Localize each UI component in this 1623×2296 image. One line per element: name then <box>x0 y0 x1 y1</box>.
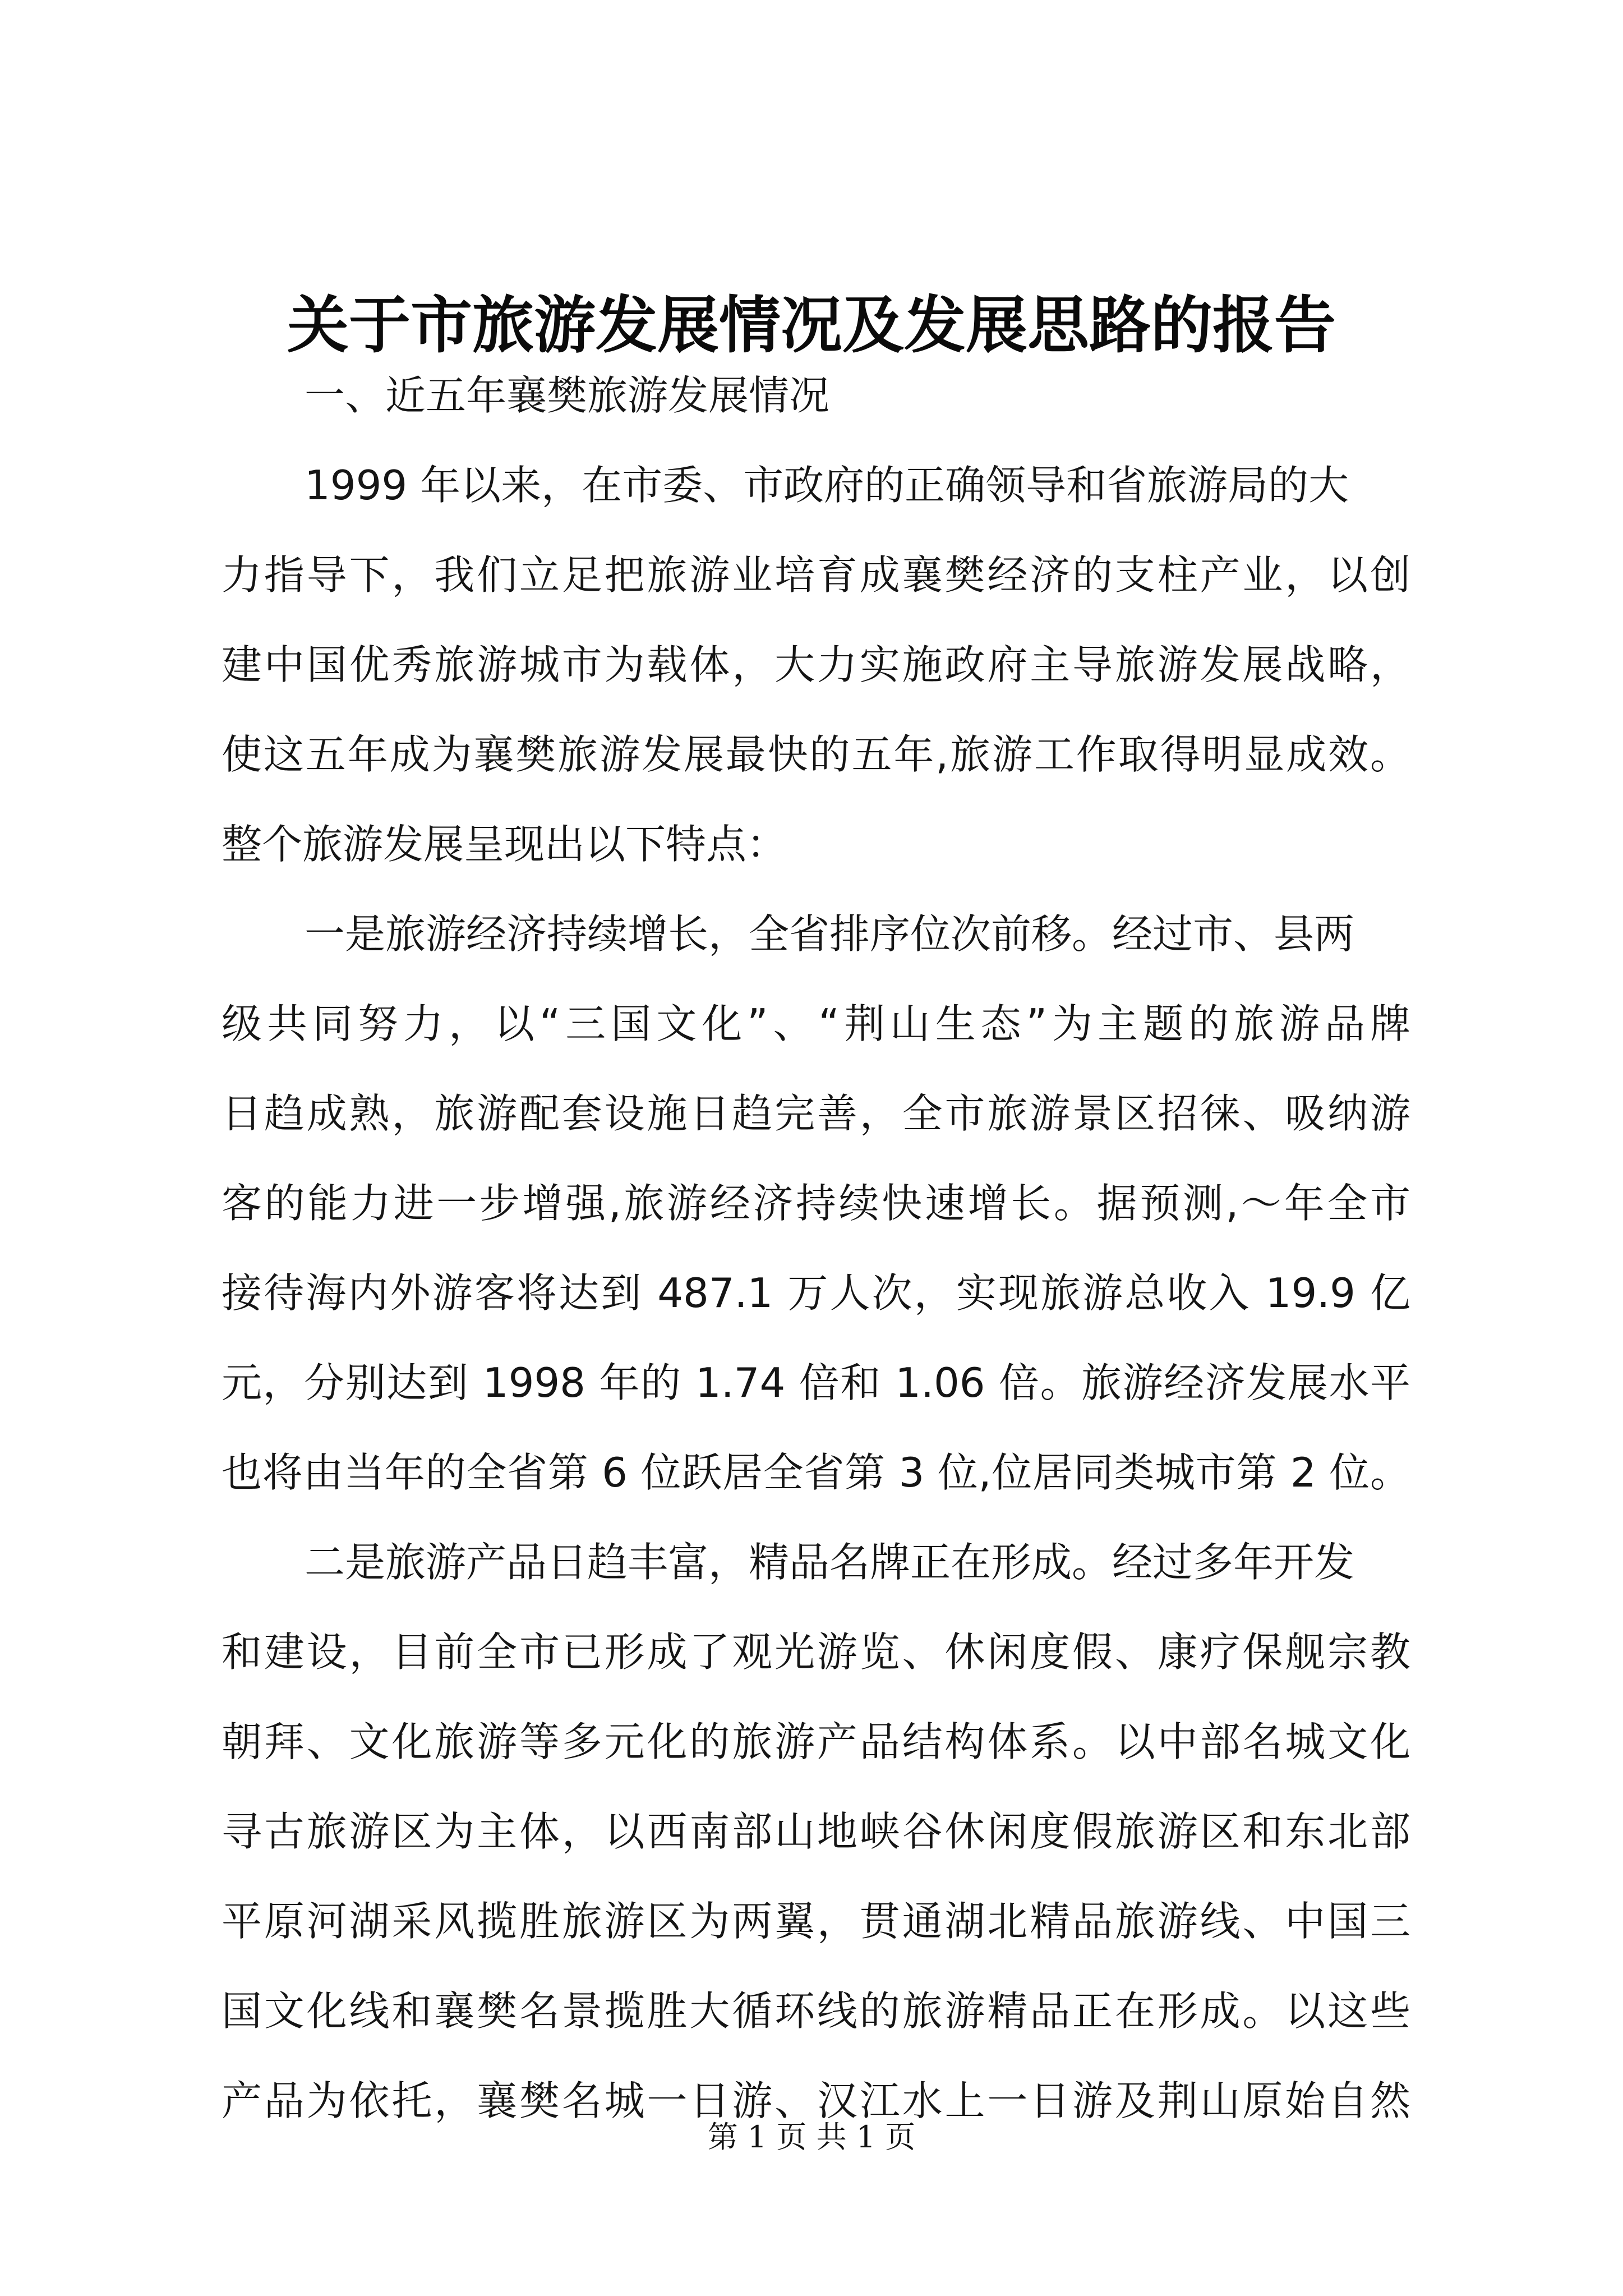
page-footer: 第 1 页 共 1 页 <box>707 2119 916 2155</box>
paragraph-line: 朝拜、文化旅游等多元化的旅游产品结构体系。以中部名城文化 <box>222 1719 1410 1764</box>
paragraph-line: 级共同努力，以“三国文化”、“荆山生态”为主题的旅游品牌 <box>222 1001 1410 1046</box>
paragraph-line: 接待海内外游客将达到 487.1 万人次，实现旅游总收入 19.9 亿 <box>222 1271 1410 1315</box>
document-body <box>222 373 1410 2168</box>
paragraph-line: 建中国优秀旅游城市为载体，大力实施政府主导旅游发展战略， <box>222 642 1410 687</box>
paragraph-line: 也将由当年的全省第 6 位跃居全省第 3 位,位居同类城市第 2 位。 <box>222 1450 1410 1495</box>
paragraph-line: 元，分别达到 1998 年的 1.74 倍和 1.06 倍。旅游经济发展水平 <box>222 1360 1410 1405</box>
paragraph-line: 日趋成熟，旅游配套设施日趋完善，全市旅游景区招徕、吸纳游 <box>222 1091 1410 1136</box>
paragraph-line: 平原河湖采风揽胜旅游区为两翼，贯通湖北精品旅游线、中国三 <box>222 1899 1410 1944</box>
document-title: 关于市旅游发展情况及发展思路的报告 <box>287 289 1336 361</box>
paragraph-line: 国文化线和襄樊名景揽胜大循环线的旅游精品正在形成。以这些 <box>222 1989 1410 2033</box>
paragraph-line: 客的能力进一步增强,旅游经济持续快速增长。据预测,～年全市 <box>222 1181 1410 1226</box>
paragraph-line: 力指导下，我们立足把旅游业培育成襄樊经济的支柱产业，以创 <box>222 553 1410 597</box>
section-heading: 一、近五年襄樊旅游发展情况 <box>305 372 830 419</box>
paragraph-line: 使这五年成为襄樊旅游发展最快的五年,旅游工作取得明显成效。 <box>222 732 1410 777</box>
paragraph-line: 产品为依托，襄樊名城一日游、汉江水上一日游及荆山原始自然 <box>222 2078 1410 2123</box>
paragraph-line: 整个旅游发展呈现出以下特点： <box>222 821 787 868</box>
paragraph-line: 一是旅游经济持续增长，全省排序位次前移。经过市、县两 <box>305 910 1355 958</box>
paragraph-line: 寻古旅游区为主体，以西南部山地峡谷休闲度假旅游区和东北部 <box>222 1809 1410 1854</box>
paragraph-line: 二是旅游产品日趋丰富，精品名牌正在形成。经过多年开发 <box>305 1539 1355 1586</box>
paragraph-line: 1999 年以来，在市委、市政府的正确领导和省旅游局的大 <box>305 462 1349 509</box>
paragraph-line: 和建设，目前全市已形成了观光游览、休闲度假、康疗保舰宗教 <box>222 1630 1410 1674</box>
